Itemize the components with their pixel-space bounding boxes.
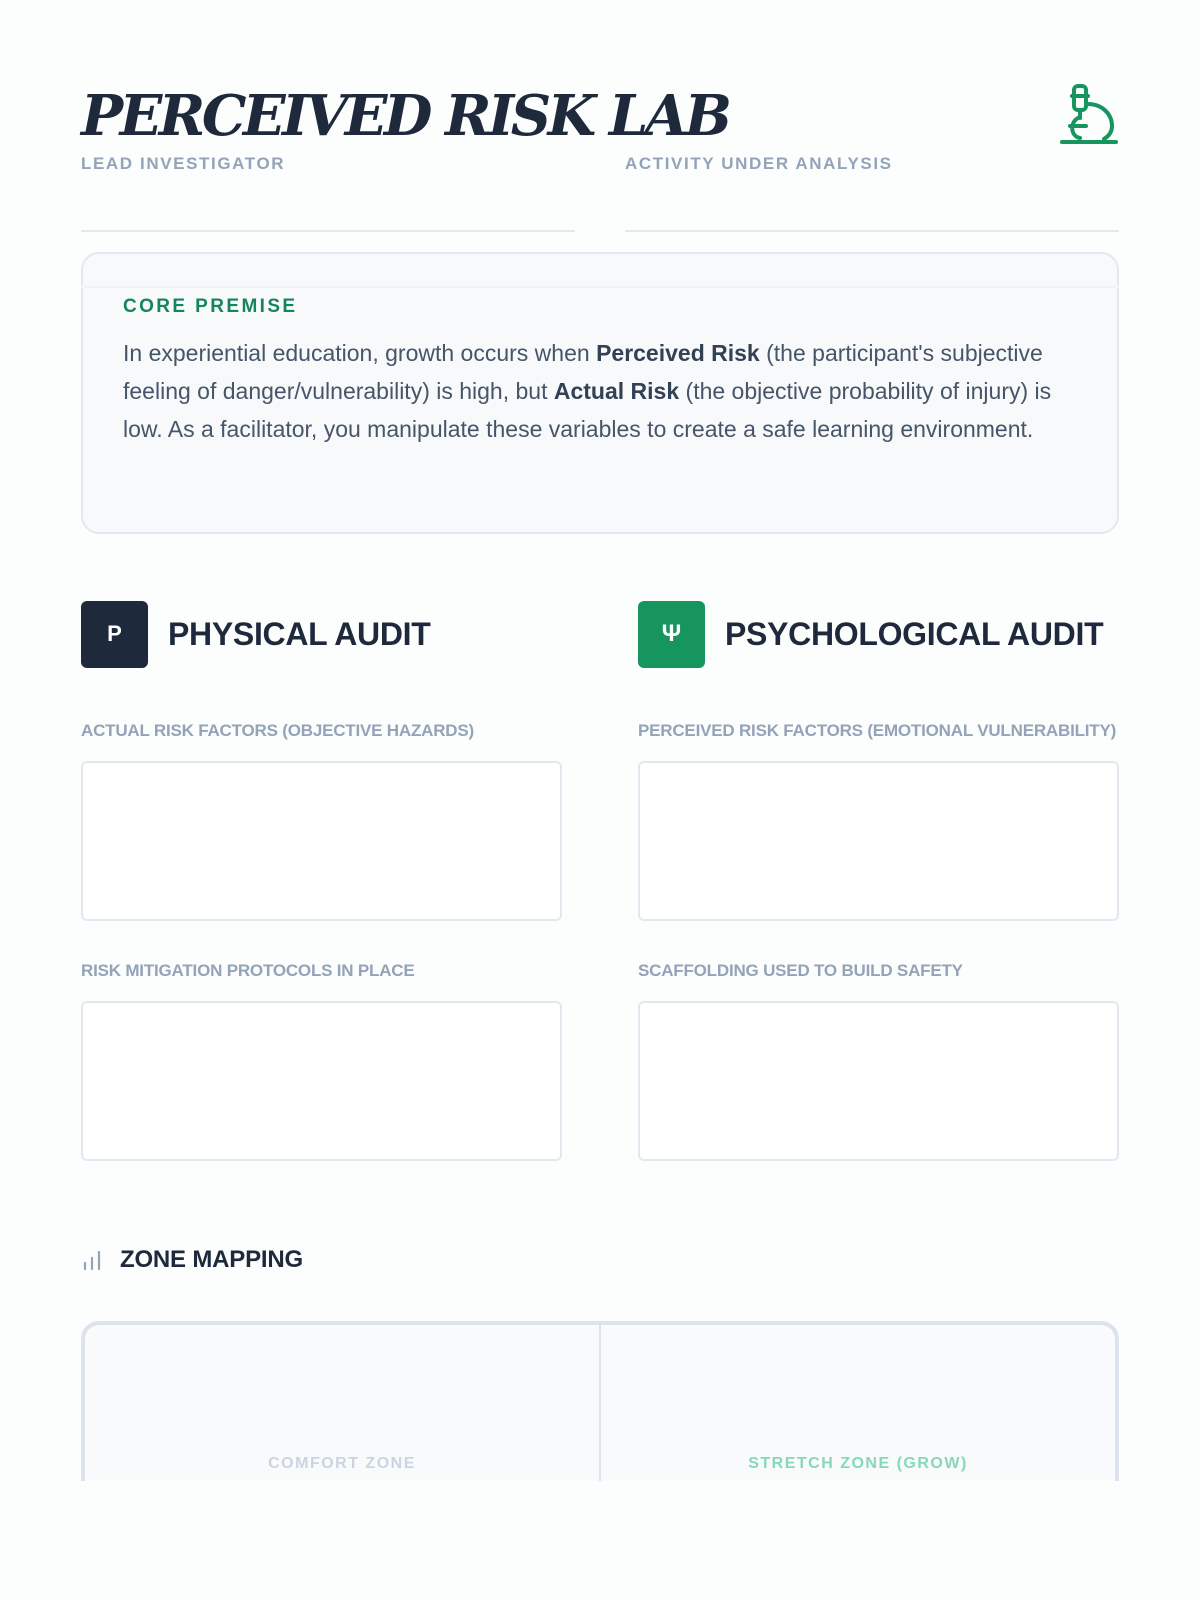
activity-group: [625, 150, 1119, 232]
premise-text-part: In experiential education, growth occurs when: [123, 340, 597, 366]
physical-badge: P: [81, 601, 148, 668]
investigator-input[interactable]: [81, 184, 575, 232]
scaffolding-textarea[interactable]: [638, 1001, 1119, 1161]
premise-heading: CORE PREMISE: [123, 296, 298, 317]
stretch-zone-cell[interactable]: [599, 1325, 1115, 1481]
premise-text-part: (the participant's subjective feeling of danger/vulnerability) is high, but: [123, 340, 1043, 404]
perceived-risk-label: PERCEIVED RISK FACTORS (EMOTIONAL VULNERABILITY): [638, 721, 1117, 740]
actual-risk-textarea[interactable]: [81, 761, 562, 921]
mitigation-textarea[interactable]: [81, 1001, 562, 1161]
investigator-label: LEAD INVESTIGATOR: [81, 154, 286, 173]
zone-grid: [81, 1321, 1119, 1481]
stretch-zone-label: STRETCH ZONE (GROW): [748, 1455, 968, 1472]
comfort-zone-cell[interactable]: [85, 1325, 599, 1481]
comfort-zone-label: COMFORT ZONE: [268, 1455, 416, 1472]
activity-input[interactable]: [625, 184, 1119, 232]
page-title: PERCEIVED RISK LAB: [81, 83, 729, 149]
psychological-badge: Ψ: [638, 601, 705, 668]
activity-label: ACTIVITY UNDER ANALYSIS: [625, 154, 893, 173]
premise-bold-perceived: Perceived Risk: [596, 340, 760, 366]
psychological-audit-header: [638, 600, 1119, 668]
physical-audit: [81, 600, 562, 1161]
scaffolding-label: SCAFFOLDING USED TO BUILD SAFETY: [638, 961, 963, 980]
psychological-audit: [638, 600, 1119, 1161]
premise-bold-actual: Actual Risk: [553, 378, 680, 404]
premise-text-part: (the objective probability of injury) is low. As a facilitator, you manipulate these variables to create a safe learning environment.: [123, 378, 1052, 442]
audit-columns: [81, 600, 1119, 1161]
premise-text: [123, 334, 1077, 448]
microscope-icon: [1059, 82, 1119, 146]
zone-mapping-title: ZONE MAPPING: [120, 1246, 303, 1273]
meta-row: [81, 150, 1119, 232]
investigator-group: [81, 150, 575, 232]
header-divider: [81, 286, 1119, 288]
header: [81, 0, 1119, 172]
bar-chart-icon: [81, 1249, 103, 1271]
perceived-risk-textarea[interactable]: [638, 761, 1119, 921]
mitigation-label: RISK MITIGATION PROTOCOLS IN PLACE: [81, 961, 415, 980]
actual-risk-label: ACTUAL RISK FACTORS (OBJECTIVE HAZARDS): [81, 721, 474, 740]
psychological-audit-title: PSYCHOLOGICAL AUDIT: [725, 615, 1104, 652]
physical-audit-title: PHYSICAL AUDIT: [168, 615, 431, 652]
zone-mapping-header: [81, 1245, 1119, 1275]
premise-card: [81, 252, 1119, 534]
physical-audit-header: [81, 600, 562, 668]
